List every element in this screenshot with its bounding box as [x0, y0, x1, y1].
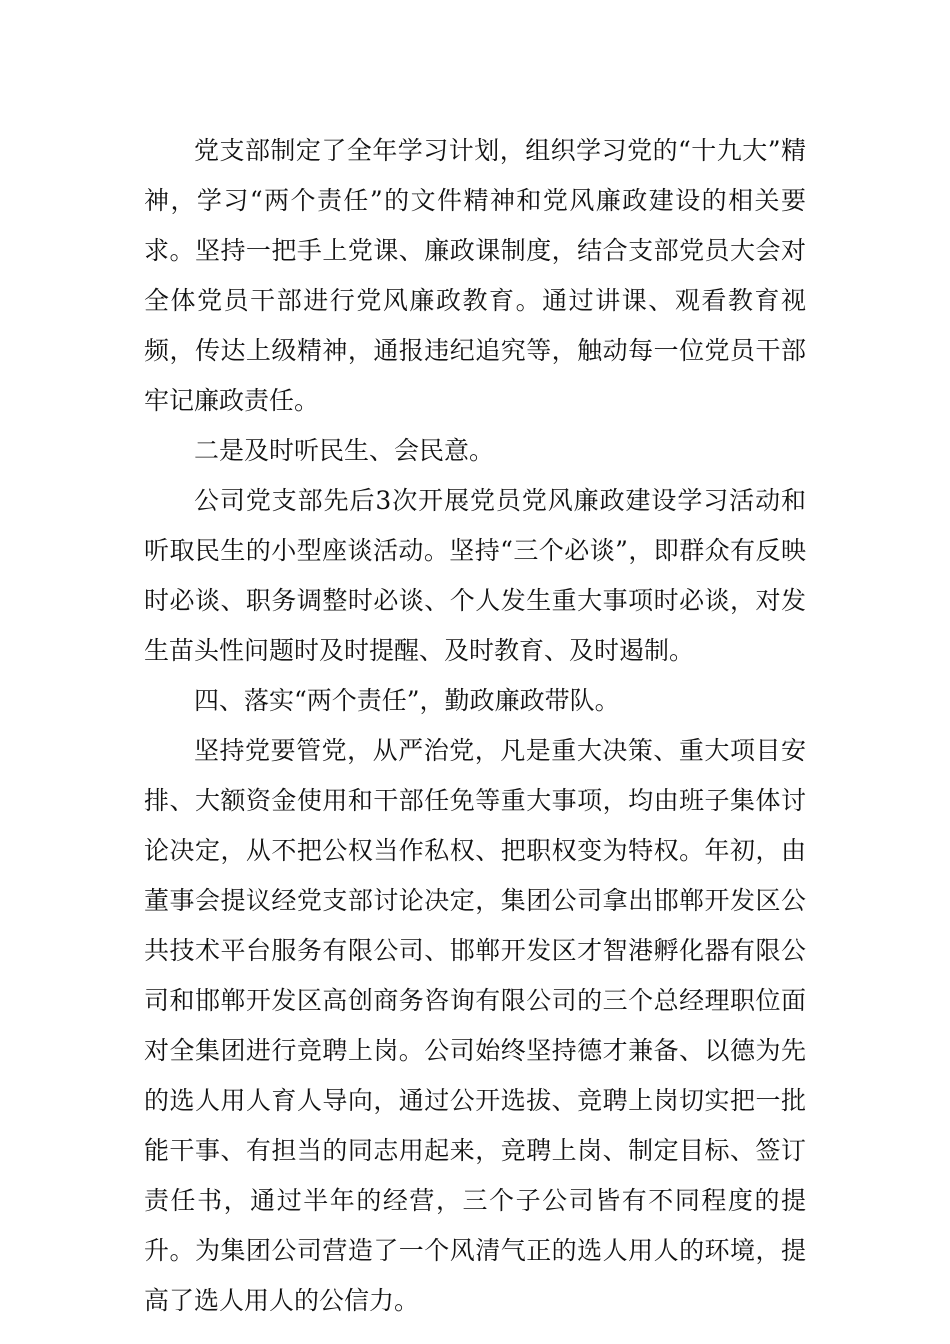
paragraph-symposium-activities: 公司党支部先后3次开展党员党风廉政建设学习活动和听取民生的小型座谈活动。坚持“三个必谈”，即群众有反映时必谈、职务调整时必谈、个人发生重大事项时必谈，对发生苗头性问题时及时提醒、及时教育、及时遏制。	[144, 486, 806, 665]
paragraph-heading-two-responsibilities: 四、落实“两个责任”，勤政廉政带队。	[194, 686, 620, 715]
paragraph-study-plan: 党支部制定了全年学习计划，组织学习党的“十九大”精神，学习“两个责任”的文件精神和党风廉政建设的相关要求。坚持一把手上党课、廉政课制度，结合支部党员大会对全体党员干部进行党风廉政教育。通过讲课、观看教育视频，传达上级精神，通报违纪追究等，触动每一位党员干部牢记廉政责任。	[144, 136, 806, 415]
paragraph-party-governance: 坚持党要管党，从严治党，凡是重大决策、重大项目安排、大额资金使用和干部任免等重大事项，均由班子集体讨论决定，从不把公权当作私权、把职权变为特权。年初，由董事会提议经党支部讨论决定，集团公司拿出邯郸开发区公共技术平台服务有限公司、邯郸开发区才智港孵化器有限公司和邯郸开发区高创商务咨询有限公司的三个总经理职位面对全集团进行竞聘上岗。公司始终坚持德才兼备、以德为先的选人用人育人导向，通过公开选拔、竞聘上岗切实把一批能干事、有担当的同志用起来，竞聘上岗、制定目标、签订责任书，通过半年的经营，三个子公司皆有不同程度的提升。为集团公司营造了一个风清气正的选人用人的环境，提高了选人用人的公信力。	[144, 736, 806, 1315]
document-body	[144, 126, 806, 1326]
paragraph-heading-listen-people: 二是及时听民生、会民意。	[194, 436, 495, 465]
